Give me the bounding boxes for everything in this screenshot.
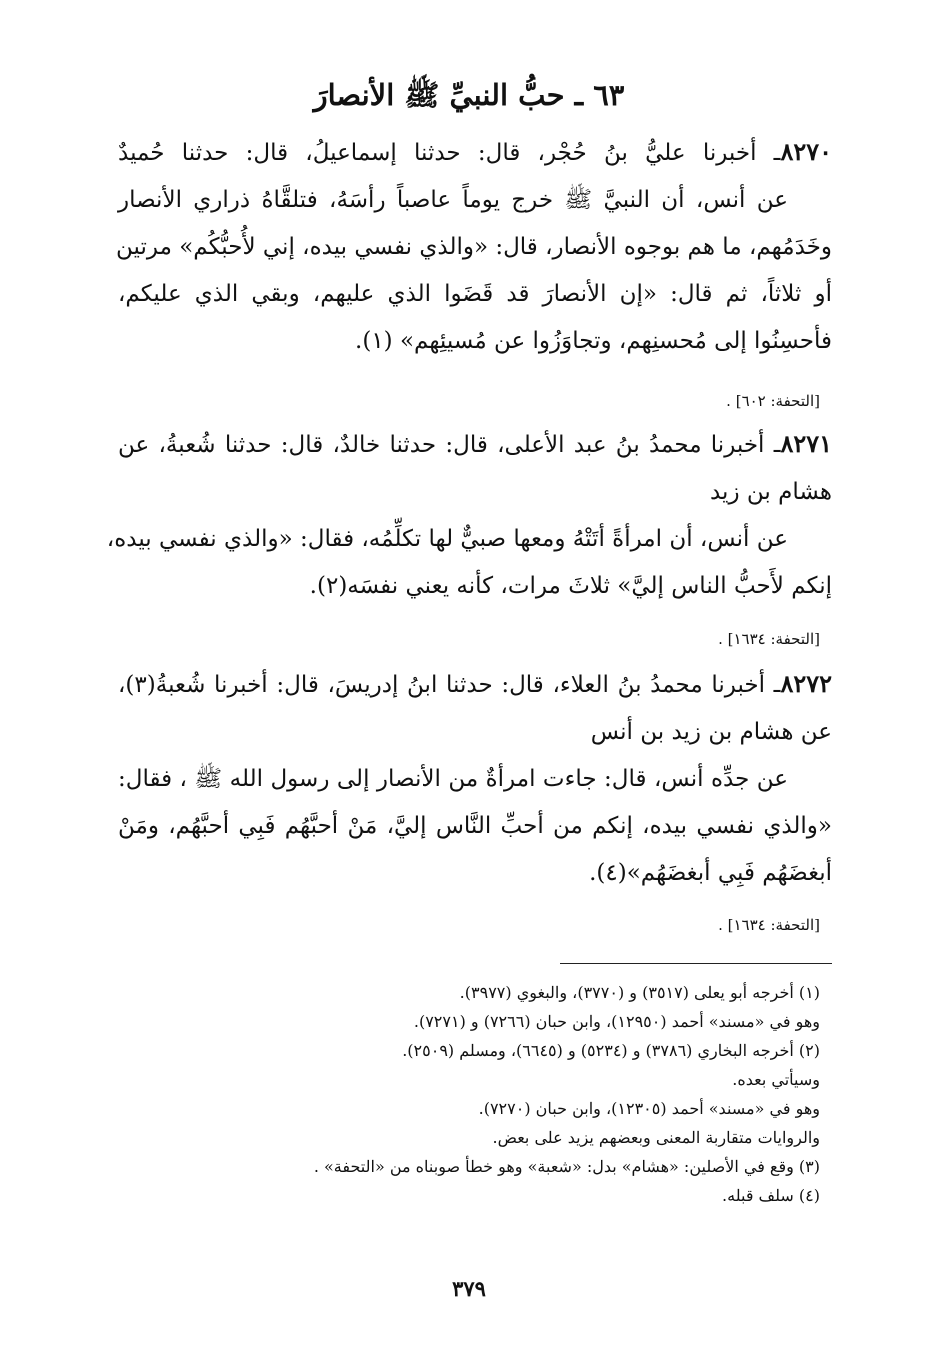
hadith-number: ٨٢٧٢: [780, 669, 832, 698]
matn-line: عن أنس، أن امرأةً أتَتْهُ ومعها صبيٌّ لها تكلِّمُه، فقال: «والذي نفسي بيده،: [106, 526, 788, 552]
matn-line: إنكم لأَحبُّ الناس إليَّ» ثلاثَ مرات، كأنه يعني نفسَه(٢).: [309, 573, 832, 599]
hadith-number: ٨٢٧١: [780, 429, 832, 458]
footnote-line: والروايات متقاربة المعنى وبعضهم يزيد على بعض.: [492, 1128, 820, 1147]
footnote-separator: [560, 963, 832, 964]
matn-line: أبغضَهُم فَبِي أبغضَهُم»(٤).: [589, 860, 832, 886]
footnote-line: (١) أخرجه أبو يعلى (٣٥١٧) و (٣٧٧٠)، والبغوي (٣٩٧٧).: [459, 983, 820, 1002]
chapter-title: ٦٣ ـ حبُّ النبيِّ ﷺ الأنصارَ: [313, 78, 625, 112]
page-number: ٣٧٩: [452, 1276, 486, 1301]
footnote-line: (٤) سلف قبله.: [722, 1186, 820, 1205]
footnote-line: وسيأتي بعده.: [732, 1070, 820, 1089]
footnote-line: وهو في «مسند» أحمد (١٢٣٠٥)، وابن حبان (٧٢٧٠).: [478, 1099, 820, 1118]
hadith-isnad-line: [118, 420, 832, 469]
hadith-isnad-line: [118, 660, 832, 709]
hadith-isnad-continued: هشام بن زيد: [709, 479, 832, 505]
hadith-isnad-line: [118, 128, 832, 177]
hadith-isnad: ـ أخبرنا محمدُ بنُ عبد الأعلى، قال: حدثنا خالدٌ، قال: حدثنا شُعبةُ، عن: [118, 432, 781, 458]
tuhfa-reference: [التحفة: ١٦٣٤] .: [718, 630, 820, 648]
footnote-line: (٣) وقع في الأصلين: «هشام» بدل: «شعبة» وهو خطأ صوبناه من «التحفة» .: [313, 1157, 820, 1176]
matn-line: أو ثلاثاً، ثم قال: «إن الأنصارَ قد قَضَوا الذي عليهم، وبقي الذي عليكم،: [118, 281, 832, 307]
hadith-number: ٨٢٧٠: [780, 137, 832, 166]
matn-line: وخَدَمُهم، ما هم بوجوه الأنصار، قال: «والذي نفسي بيده، إني لأُحبُّكُم» مرتين: [116, 234, 832, 260]
hadith-8272: [118, 660, 832, 897]
footnote-line: (٢) أخرجه البخاري (٣٧٨٦) و (٥٢٣٤) و (٦٦٤٥)، ومسلم (٢٥٠٩).: [402, 1041, 820, 1060]
footnote-line: وهو في «مسند» أحمد (١٢٩٥٠)، وابن حبان (٧٢٦٦) و (٧٢٧١).: [413, 1012, 820, 1031]
matn-line: عن أنس، أن النبيَّ ﷺ خرج يوماً عاصباً رأسَهُ، فتلقَّاهُ ذراري الأنصار: [118, 187, 788, 213]
matn-line: «والذي نفسي بيده، إنكم من أحبِّ النَّاس إليَّ، مَنْ أحبَّهُم فَبِي أحبَّهُم، ومَنْ: [118, 813, 832, 839]
hadith-isnad: ـ أخبرنا عليُّ بنُ حُجْر، قال: حدثنا إسماعيلُ، قال: حدثنا حُميدٌ: [118, 140, 781, 166]
hadith-isnad: ـ أخبرنا محمدُ بنُ العلاء، قال: حدثنا ابنُ إدريسَ، قال: أخبرنا شُعبةُ(٣)،: [118, 672, 781, 698]
tuhfa-reference: [التحفة: ٦٠٢] .: [726, 392, 820, 410]
matn-line: فأحسِنُوا إلى مُحسنِهم، وتجاوَزُوا عن مُسيئِهم» (١).: [355, 328, 832, 354]
hadith-8270: [118, 128, 832, 365]
footnotes: [260, 978, 820, 1210]
hadith-isnad-continued: عن هشام بن زيد بن أنس: [590, 719, 832, 745]
matn-line: عن جدِّه أنس، قال: جاءت امرأةٌ من الأنصار إلى رسول الله ﷺ ، فقال:: [118, 766, 788, 792]
hadith-8271: [106, 420, 832, 610]
tuhfa-reference: [التحفة: ١٦٣٤] .: [718, 916, 820, 934]
